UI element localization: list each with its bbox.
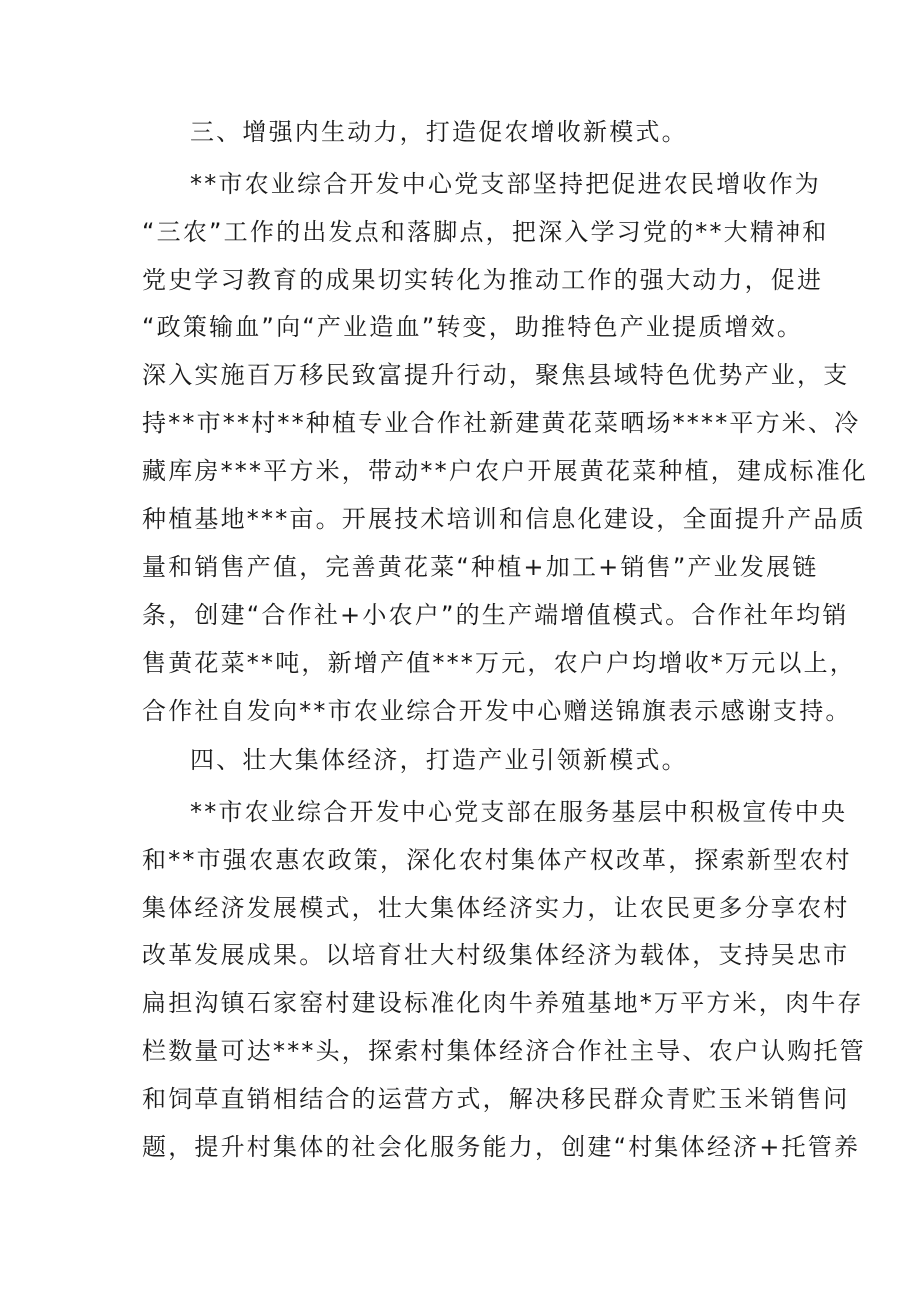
paragraph-line: 扁担沟镇石家窑村建设标准化肉牛养殖基地*万平方米，肉牛存 xyxy=(142,989,864,1017)
section-heading-4: 四、壮大集体经济，打造产业引领新模式。 xyxy=(190,746,688,774)
paragraph-line: 和饲草直销相结合的运营方式，解决移民群众青贮玉米销售问 xyxy=(142,1085,850,1113)
paragraph-line: 量和销售产值，完善黄花菜“种植+加工+销售”产业发展链 xyxy=(142,553,819,581)
paragraph-line: 藏库房***平方米，带动**户农户开展黄花菜种植，建成标准化 xyxy=(142,457,868,485)
paragraph-line: 合作社自发向**市农业综合开发中心赠送锦旗表示感谢支持。 xyxy=(142,697,852,725)
section-heading-3: 三、增强内生动力，打造促农增收新模式。 xyxy=(190,118,688,146)
paragraph-line: “政策输血”向“产业造血”转变，助推特色产业提质增效。 xyxy=(142,313,804,341)
paragraph-line: 条，创建“合作社+小农户”的生产端增值模式。合作社年均销 xyxy=(142,601,849,629)
paragraph-line: 集体经济发展模式，壮大集体经济实力，让农民更多分享农村 xyxy=(142,894,850,922)
paragraph-line: “三农”工作的出发点和落脚点，把深入学习党的**大精神和 xyxy=(142,218,829,246)
paragraph-line: 改革发展成果。以培育壮大村级集体经济为载体，支持吴忠市 xyxy=(142,941,850,969)
paragraph-line: **市农业综合开发中心党支部在服务基层中积极宣传中央 xyxy=(190,798,848,826)
paragraph-line: **市农业综合开发中心党支部坚持把促进农民增收作为 xyxy=(190,170,821,198)
paragraph-line: 持**市**村**种植专业合作社新建黄花菜晒场****平方米、冷 xyxy=(142,409,861,437)
paragraph-line: 深入实施百万移民致富提升行动，聚焦县域特色优势产业，支 xyxy=(142,361,850,389)
paragraph-line: 种植基地***亩。开展技术培训和信息化建设，全面提升产品质 xyxy=(142,505,866,533)
paragraph-line: 党史学习教育的成果切实转化为推动工作的强大动力，促进 xyxy=(142,266,824,294)
paragraph-line: 栏数量可达***头，探索村集体经济合作社主导、农户认购托管 xyxy=(142,1037,866,1065)
paragraph-line: 售黄花菜**吨，新增产值***万元，农户户均增收*万元以上， xyxy=(142,649,856,677)
paragraph-line: 题，提升村集体的社会化服务能力，创建“村集体经济+托管养 xyxy=(142,1133,861,1161)
paragraph-line: 和**市强农惠农政策，深化农村集体产权改革，探索新型农村 xyxy=(142,846,852,874)
